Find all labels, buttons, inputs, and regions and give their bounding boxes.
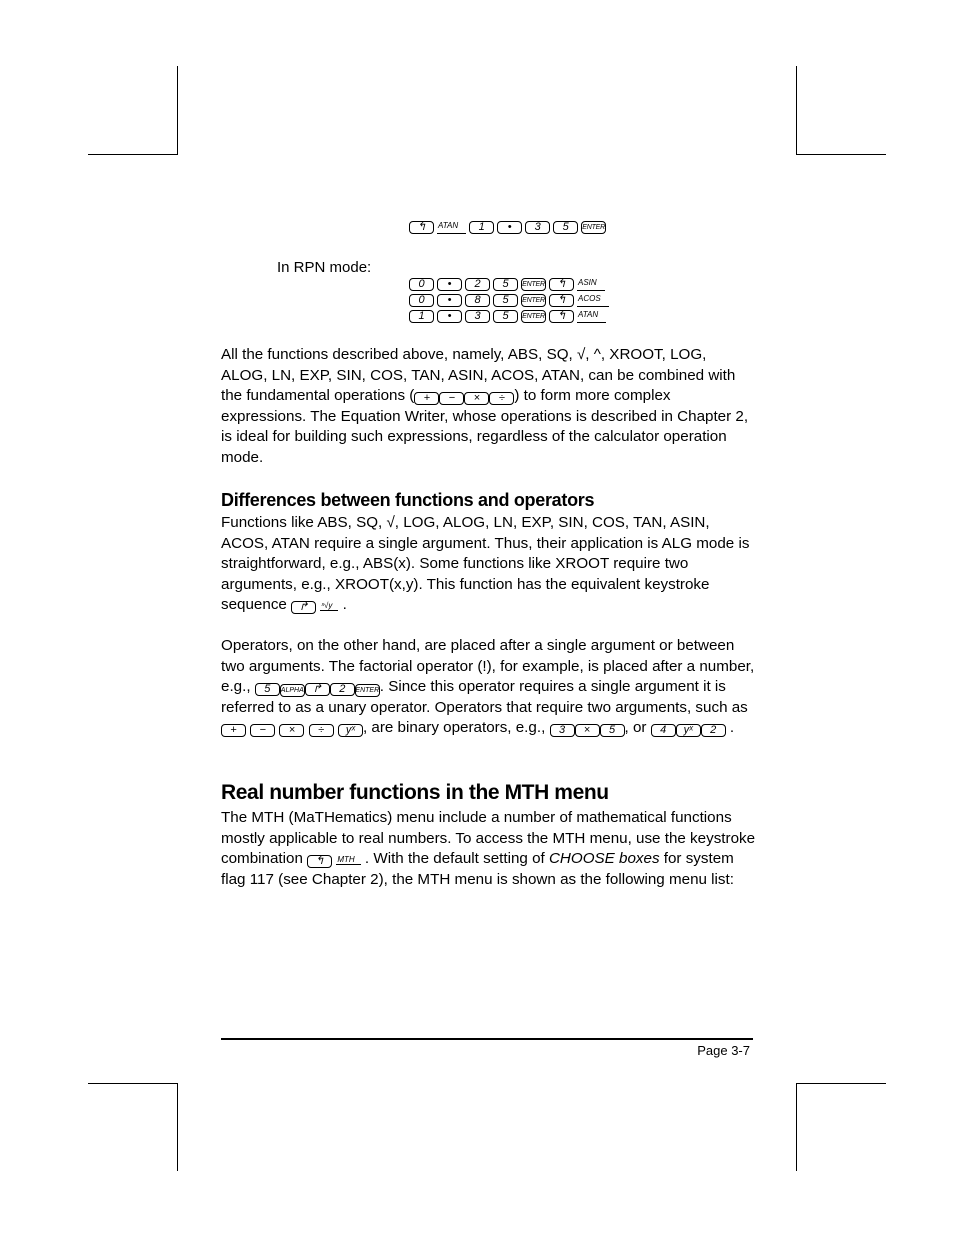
key-dot: • [437, 310, 462, 323]
key-8: 8 [465, 294, 490, 307]
times-key: × [464, 392, 489, 405]
key-5: 5 [600, 724, 625, 737]
crop-mark [796, 1083, 797, 1171]
alpha-key: ALPHA [280, 684, 305, 697]
enter-key: ENTER [581, 221, 606, 234]
heading-functions-vs-operators: Differences between functions and operators [221, 490, 595, 510]
atan-label: ATAN [577, 311, 606, 323]
asin-label: ASIN [577, 279, 605, 291]
key-1: 1 [409, 310, 434, 323]
key-0: 0 [409, 294, 434, 307]
right-shift-key: ↱ [291, 601, 316, 614]
key-2: 2 [701, 724, 726, 737]
minus-key: − [439, 392, 464, 405]
key-3: 3 [465, 310, 490, 323]
xroot-label: ˣ√y [320, 602, 338, 611]
footer-rule [221, 1038, 753, 1040]
key-4: 4 [651, 724, 676, 737]
key-5: 5 [493, 310, 518, 323]
crop-mark [796, 154, 886, 155]
left-shift-key: ↰ [549, 310, 574, 323]
key-2: 2 [330, 683, 355, 696]
crop-mark [796, 1083, 886, 1084]
left-shift-key: ↰ [307, 855, 332, 868]
keystroke-acos-rpn [409, 294, 609, 307]
left-shift-key: ↰ [549, 278, 574, 291]
key-1: 1 [469, 221, 494, 234]
enter-key: ENTER [521, 310, 546, 323]
enter-key: ENTER [355, 684, 380, 697]
heading-mth-menu: Real number functions in the MTH menu [221, 781, 609, 804]
key-5: 5 [493, 294, 518, 307]
key-3: 3 [550, 724, 575, 737]
keystroke-atan-rpn [409, 310, 606, 323]
atan-label: ATAN [437, 222, 466, 234]
enter-key: ENTER [521, 294, 546, 307]
crop-mark [88, 1083, 178, 1084]
key-5: 5 [255, 683, 280, 696]
paragraph-mth-menu: The MTH (MaTHematics) menu include a number of mathematical functions mostly applicable to real numbers. To access the MTH menu, use the keystroke combination ↰ MTH . With the default setting of CHOOSE boxes for system flag 117 (see Chapter 2), the MTH menu is shown as the following menu list: [221, 809, 756, 888]
keystroke-atan-alg [409, 221, 606, 234]
key-0: 0 [409, 278, 434, 291]
key-dot: • [497, 221, 522, 234]
left-shift-key: ↰ [409, 221, 434, 234]
minus-key: − [250, 724, 275, 737]
key-3: 3 [525, 221, 550, 234]
key-5: 5 [553, 221, 578, 234]
paragraph-operators: Operators, on the other hand, are placed after a single argument or between two arguments. The factorial operator (!), for example, is placed after a number, e.g., 5 ALPHA ↱ 2 ENTER. Since this operator requires a single argument it is referred to as a unary operator. Operators that require two arguments, such as + − × ÷ yˣ , are binary operators, e.g., 3 × 5 , or 4 yˣ 2 . [221, 637, 755, 737]
enter-key: ENTER [521, 278, 546, 291]
divide-key: ÷ [309, 724, 334, 737]
right-shift-key: ↱ [305, 683, 330, 696]
key-dot: • [437, 278, 462, 291]
acos-label: ACOS [577, 295, 609, 307]
choose-boxes-text: CHOOSE boxes [548, 850, 660, 868]
plus-key: + [414, 392, 439, 405]
rpn-mode-label: In RPN mode: [277, 259, 372, 276]
crop-mark [796, 66, 797, 154]
divide-key: ÷ [489, 392, 514, 405]
paragraph-functions-combined: All the functions described above, namely, ABS, SQ, √, ^, XROOT, LOG, ALOG, LN, EXP, SIN, COS, TAN, ASIN, ACOS, ATAN, can be combined with the fundamental operations ( + − × ÷ ) to form more complex expressions. The Equation Writer, whose operations is described in Chapter 2, is ideal for building such expressions, regardless of the calculator operation mode. [221, 346, 749, 466]
mth-label: MTH [336, 856, 360, 865]
crop-mark [88, 154, 178, 155]
times-key: × [279, 724, 304, 737]
crop-mark [177, 1083, 178, 1171]
power-key: yˣ [338, 724, 363, 737]
key-2: 2 [465, 278, 490, 291]
times-key: × [575, 724, 600, 737]
crop-mark [177, 66, 178, 154]
power-key: yˣ [676, 724, 701, 737]
page-number: Page 3-7 [697, 1043, 750, 1058]
key-5: 5 [493, 278, 518, 291]
left-shift-key: ↰ [549, 294, 574, 307]
plus-key: + [221, 724, 246, 737]
key-dot: • [437, 294, 462, 307]
keystroke-asin-rpn [409, 278, 605, 291]
paragraph-functions-arguments: Functions like ABS, SQ, √, LOG, ALOG, LN, EXP, SIN, COS, TAN, ASIN, ACOS, ATAN require a single argument. Thus, their application is ALG mode is straightforward, e.g., ABS(x). Some functions like XROOT require two arguments, e.g., XROOT(x,y). This function has the equivalent keystroke sequence ↱ ˣ√y . [221, 514, 750, 614]
